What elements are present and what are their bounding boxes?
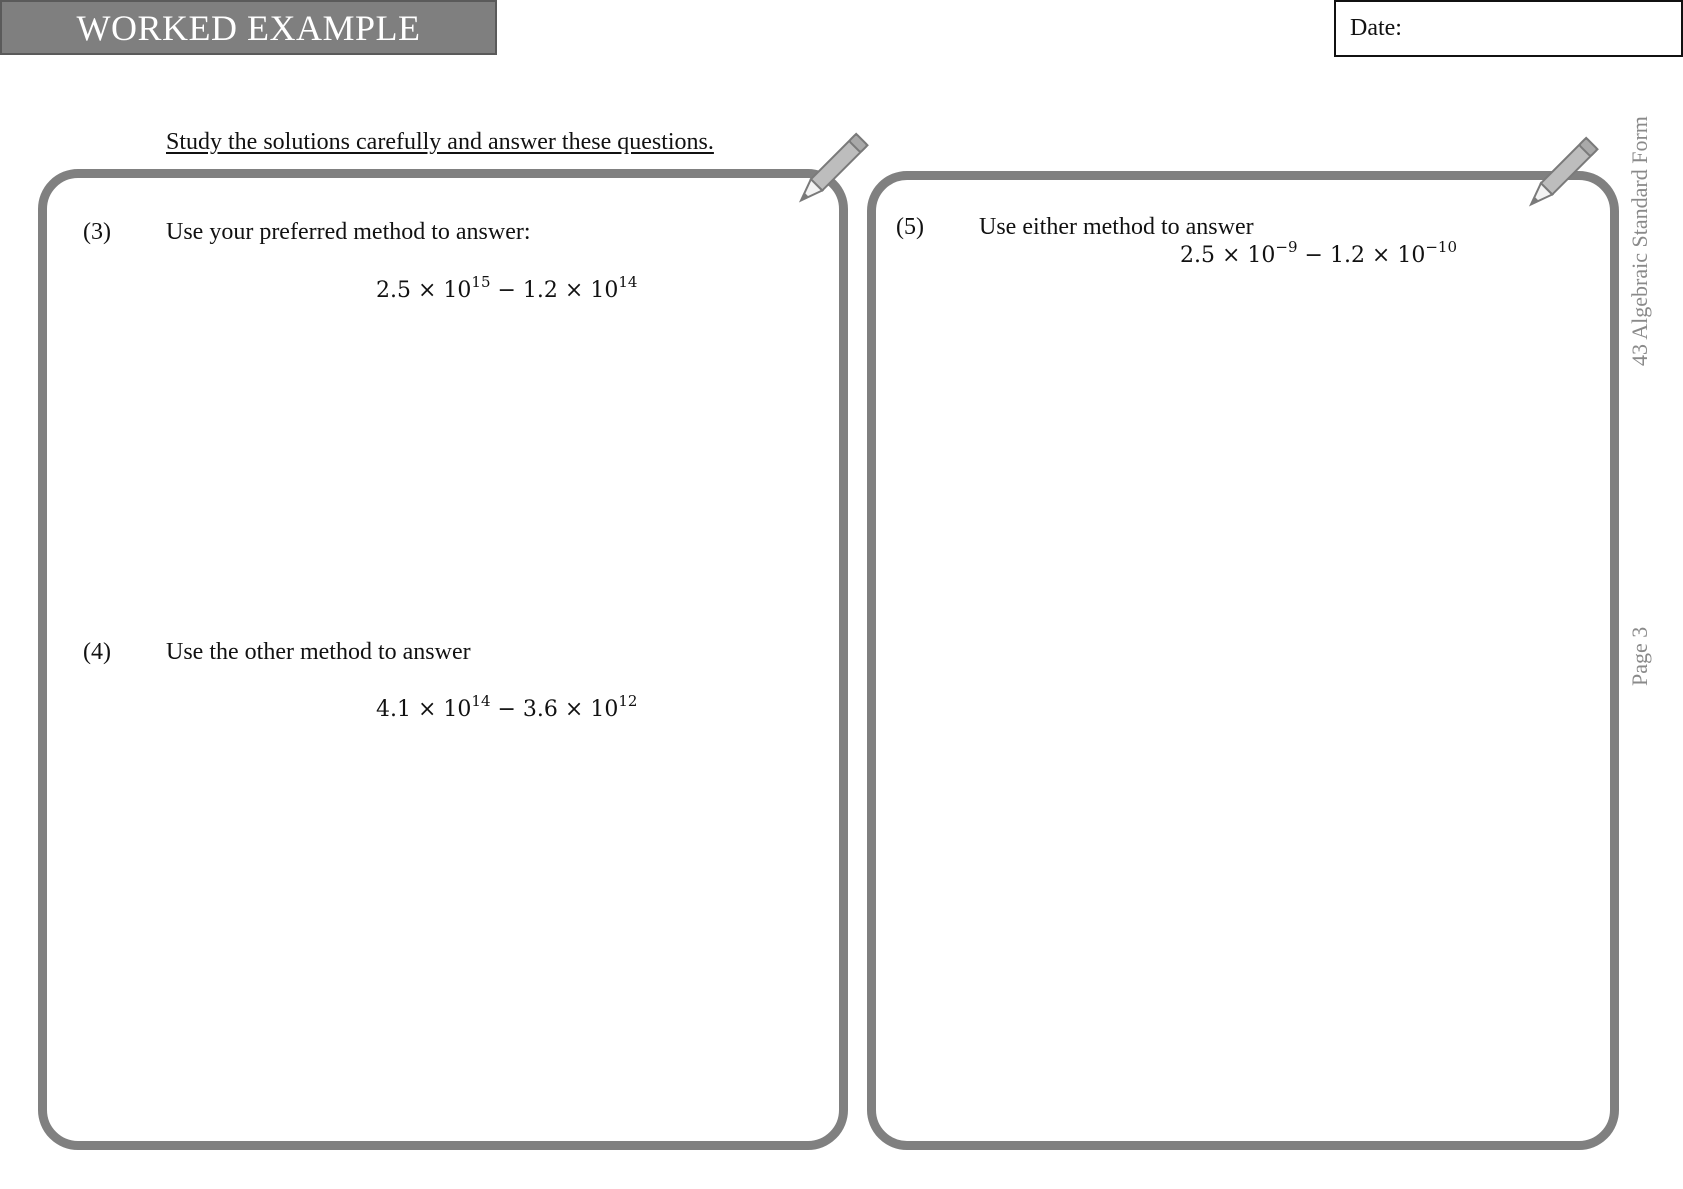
banner-title: WORKED EXAMPLE bbox=[76, 7, 421, 48]
question-5-number: (5) bbox=[896, 214, 924, 240]
date-field[interactable] bbox=[1334, 0, 1683, 57]
question-5-text: Use either method to answer bbox=[979, 214, 1254, 240]
worked-example-banner bbox=[0, 0, 497, 55]
question-5-expression: $2.5 \times 10^{-9} - 1.2 \times 10^{-10}$ bbox=[1180, 238, 1458, 268]
question-4-number: (4) bbox=[83, 639, 111, 665]
pencil-icon bbox=[1514, 128, 1606, 220]
question-4-text: Use the other method to answer bbox=[166, 639, 471, 665]
date-label: Date: bbox=[1350, 15, 1402, 41]
question-3-number: (3) bbox=[83, 219, 111, 245]
topic-side-label: 43 Algebraic Standard Form bbox=[1627, 116, 1652, 366]
answer-panel-right[interactable] bbox=[867, 171, 1619, 1150]
question-3-text: Use your preferred method to answer: bbox=[166, 219, 531, 245]
instruction-text: Study the solutions carefully and answer these questions. bbox=[166, 129, 714, 155]
pencil-icon bbox=[784, 124, 876, 216]
question-3-expression: $2.5 \times 10^{15} - 1.2 \times 10^{14}$ bbox=[376, 273, 638, 303]
question-4-expression: $4.1 \times 10^{14} - 3.6 \times 10^{12}$ bbox=[376, 692, 638, 722]
page-number-label: Page 3 bbox=[1627, 626, 1652, 686]
